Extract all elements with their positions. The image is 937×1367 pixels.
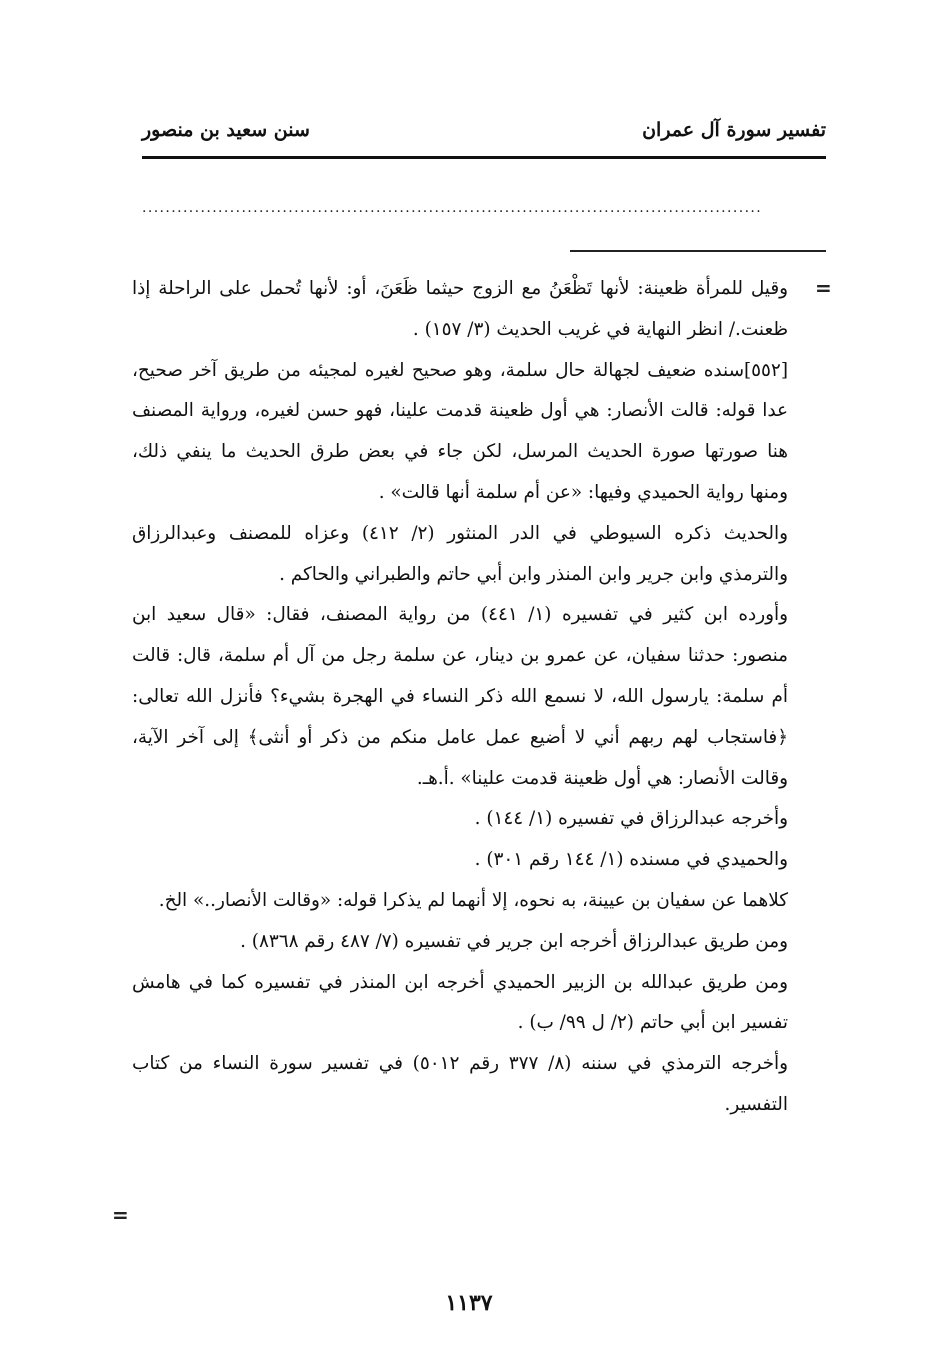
chapter-title: تفسير سورة آل عمران — [642, 119, 826, 141]
continuation-mark-bottom: = — [112, 1203, 129, 1227]
paragraph-abdulrazzaq: وأخرجه عبدالرزاق في تفسيره (١/ ١٤٤) . — [474, 808, 788, 830]
paragraph-tirmidhi: وأخرجه الترمذي في سننه (٨/ ٣٧٧ رقم ٥٠١٢) في تفسير سورة النساء من كتاب التفسير. — [132, 1053, 789, 1115]
paragraph-zaeena: وقيل للمرأة ظعينة: لأنها تَظْعَنُ مع الزوج حيثما ظَعَنَ، أو: لأنها تُحمل على الراحلة إذا ظعنت./ انظر النهاية في غريب الحديث (٣/ ١٥٧) . — [132, 278, 788, 340]
paragraph-ibn-kathir: وأورده ابن كثير في تفسيره (١/ ٤٤١) من رواية المصنف، فقال: «قال سعيد ابن منصور: حدثنا سفيان، عن عمرو بن دينار، عن سلمة رجل من آل أم سلمة، قال: قالت أم سلمة: يارسول الله، لا نسمع الله ذكر النساء في الهجرة بشيء؟ فأنزل الله تعالى: ﴿فاستجاب لهم ربهم أني لا أضيع عمل عامل منكم من ذكر أو أنثى﴾ إلى آخر الآية، وقالت الأنصار: هي أول ظعينة قدمت علينا» .أ.هـ. — [132, 604, 788, 789]
page-number: ١١٣٧ — [445, 1290, 493, 1316]
footnote-rule — [570, 250, 826, 252]
paragraph-note-552: [٥٥٢]سنده ضعيف لجهالة حال سلمة، وهو صحيح لغيره لمجيئه من طريق آخر صحيح، عدا قوله: قالت الأنصار: هي أول ظعينة قدمت علينا، فهو حسن لغيره، ورواية المصنف هنا صورتها صورة الحديث المرسل، لكن جاء في بعض طرق الحديث ما ينفي ذلك، ومنها رواية الحميدي وفيها: «عن أم سلمة أنها قالت» . — [132, 359, 788, 503]
book-title: سنن سعيد بن منصور — [142, 119, 310, 141]
paragraph-both-sufyan: كلاهما عن سفيان بن عيينة، به نحوه، إلا أنهما لم يذكرا قوله: «وقالت الأنصار..» الخ. — [158, 889, 788, 911]
footnotes-body — [132, 269, 788, 1126]
page-header — [142, 112, 826, 148]
dotted-separator: .......................................................................................................... — [142, 200, 763, 214]
header-rule — [142, 156, 826, 159]
paragraph-ibn-almundhir: ومن طريق عبدالله بن الزبير الحميدي أخرجه ابن المنذر في تفسيره كما في هامش تفسير ابن أبي حاتم (٢/ ل ٩٩/ ب) . — [132, 971, 788, 1034]
paragraph-suyuti: والحديث ذكره السيوطي في الدر المنثور (٢/ ٤١٢) وعزاه للمصنف وعبدالرزاق والترمذي وابن جرير وابن المنذر وابن أبي حاتم والطبراني والحاكم . — [132, 522, 788, 585]
continuation-mark-top: = — [815, 276, 832, 300]
paragraph-ibn-jarir: ومن طريق عبدالرزاق أخرجه ابن جرير في تفسيره (٧/ ٤٨٧ رقم ٨٣٦٨) . — [240, 930, 788, 952]
paragraph-humaidi: والحميدي في مسنده (١/ ١٤٤ رقم ٣٠١) . — [474, 849, 788, 871]
